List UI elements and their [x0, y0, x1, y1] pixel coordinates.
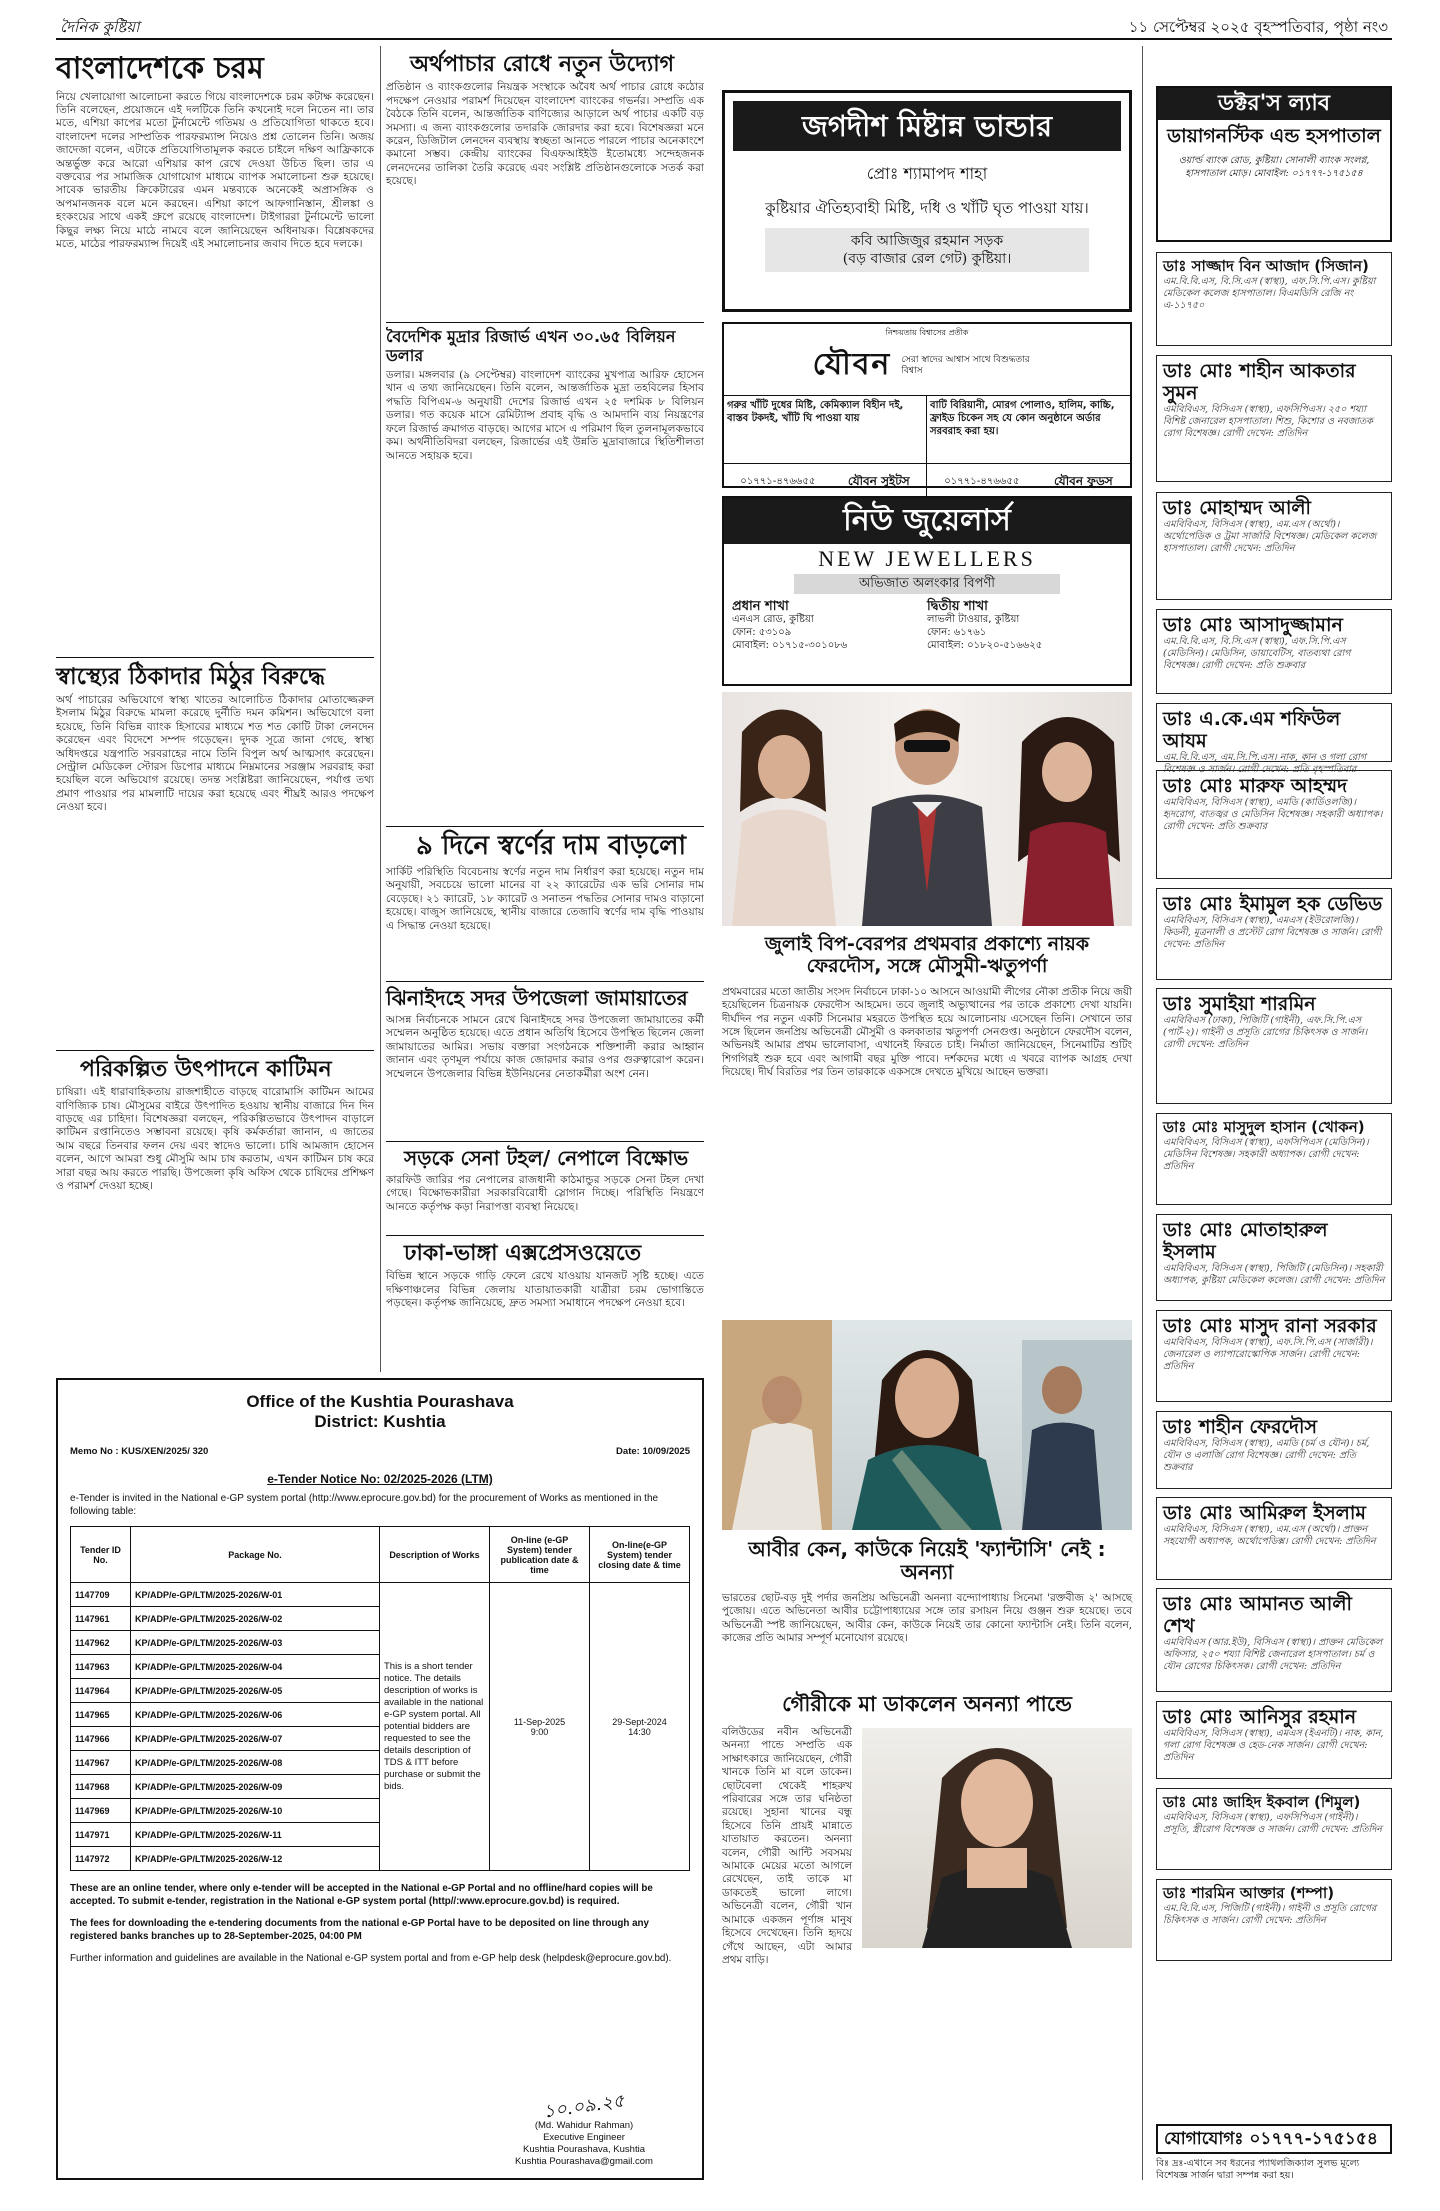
article-body: সার্কিট পরিস্থিতি বিবেচনায় স্বর্ণের নতুন দাম নির্ধারণ করা হয়েছে। নতুন দাম অনুযায়ী, সবচেয়ে ভালো মানের বা ২২ ক্যারেটের এক ভরি সোনার দাম বেড়েছে। ২১ ক্যারেট, ১৮ ক্যারেট ও সনাতন পদ্ধতির সোনার দামও বাড়ানো হয়েছে। বাজুস জানিয়েছে, স্থানীয় বাজারে তেজাবি স্বর্ণের দাম বৃদ্ধি পাওয়ায় এ সিদ্ধান্ত নেওয়া হয়েছে।	[386, 865, 704, 932]
tender-id: 1147963	[71, 1655, 131, 1679]
doctor-card	[1156, 988, 1392, 1104]
tender-publication: 11-Sep-2025 9:00	[490, 1583, 590, 1871]
th-id: Tender ID No.	[71, 1527, 131, 1583]
headline-katimon: পরিকল্পিত উৎপাদনে কাটিমন	[80, 1056, 332, 1082]
article-body: আসন্ন নির্বাচনকে সামনে রেখে ঝিনাইদহে সদর উপজেলা জামায়াতের কর্মী সম্মেলন অনুষ্ঠিত হয়েছে। এতে প্রধান অতিথি হিসেবে উপস্থিত ছিলেন জেলা জামায়াতের আমির। সভায় বক্তারা সংগঠনকে শক্তিশালী করার আহ্বান জানান এবং তৃণমূল পর্যায়ে কাজ জোরদার করার ওপর গুরুত্বারোপ করেন। সম্মেলনে উপজেলার বিভিন্ন ইউনিয়নের নেতাকর্মীরা অংশ নেন।	[386, 1013, 704, 1080]
doctor-card	[1156, 252, 1392, 346]
joubon-logo: যৌবন	[812, 347, 892, 382]
doctor-card	[1156, 1310, 1392, 1402]
branch-2-mobile: মোবাইল: ০১৮২০-৫১৬৬২৫	[927, 640, 1043, 651]
doctor-details: এমবিবিএস, বিসিএস (স্বাস্থ্য), এমডি (চর্ম ও যৌন)। চর্ম, যৌন ও এলার্জি রোগ বিশেষজ্ঞ। রোগী দেখেন: প্রতি শুক্রবার	[1163, 1437, 1370, 1473]
page-date: ১১ সেপ্টেম্বর ২০২৫ বৃহস্পতিবার, পৃষ্ঠা নং৩	[1128, 18, 1388, 36]
doctor-details: এমবিবিএস, বিসিএস (স্বাস্থ্য), এফসিপিএস (মেডিসিন)। মেডিসিন বিশেষজ্ঞ। সহকারী অধ্যাপক। রোগী দেখেন: প্রতিদিন	[1163, 1137, 1369, 1173]
ad-new-jewellers	[722, 496, 1132, 686]
doctor-name: ডাঃ শাহীন ফেরদৌস	[1163, 1415, 1318, 1438]
doctor-details: এমবিবিএস, বিসিএস (স্বাস্থ্য), এমডি (কার্ডিওলজি)। হৃদরোগ, বাতজ্বর ও মেডিসিন বিশেষজ্ঞ। সহকারী অধ্যাপক। রোগী দেখেন: প্রতি শুক্রবার	[1163, 797, 1383, 832]
sweet-proprietor: প্রোঃ শ্যামাপদ শাহা	[866, 164, 988, 183]
doctor-details: এমবিবিএস, বিসিএস (স্বাস্থ্য), এম.এস (অর্থো)। অর্থোপেডিক ও ট্রমা সার্জারি বিশেষজ্ঞ। মেডিকেল কলেজ হাসপাতাল। রোগী দেখেন: প্রতিদিন	[1163, 518, 1377, 554]
tender-date: Date: 10/09/2025	[616, 1446, 690, 1457]
branch-1-mobile: মোবাইল: ০১৭১৫-৩০১০৮৬	[732, 640, 848, 651]
column-2	[386, 46, 704, 1372]
doctor-name: ডাঃ মোঃ আমিরুল ইসলাম	[1163, 1502, 1366, 1525]
sweet-tagline: কুষ্টিয়ার ঐতিহ্যবাহী মিষ্টি, দধি ও খাঁটি ঘৃত পাওয়া যায়।	[765, 199, 1089, 217]
ad-jagadish-sweets	[722, 90, 1132, 312]
headline-jhenaidah: ঝিনাইদহে সদর উপজেলা জামায়াতের	[386, 985, 688, 1010]
branch-1-title: প্রধান শাখা	[732, 599, 789, 614]
tender-id: 1147966	[71, 1727, 131, 1751]
signatory-title: Executive Engineer	[543, 2132, 625, 2143]
headline-reserve: বৈদেশিক মুদ্রার রিজার্ভ এখন ৩০.৬৫ বিলিয়ন ডলার	[386, 327, 676, 365]
lab-title-1: ডক্টর'স ল্যাব	[1158, 88, 1390, 120]
lab-sub: ওয়ার্ল্ড ব্যাংক রোড, কুষ্টিয়া। সোনালী ব্যাংক সংলগ্ন, হাসপাতাল মোড়। মোবাইল: ০১৭৭৭-১৭৫১৫৪	[1178, 155, 1370, 179]
tender-district: District: Kushtia	[314, 1412, 446, 1431]
signatory-name: (Md. Wahidur Rahman)	[534, 2120, 634, 2131]
article-body: কারফিউ জারির পর নেপালের রাজধানী কাঠমান্ডুর সড়কে সেনা টহল দেখা গেছে। বিক্ষোভকারীরা সরকারবিরোধী স্লোগান দিচ্ছে। পরিস্থিতি নিয়ন্ত্রণে আনতে কর্তৃপক্ষ কড়া নিরাপত্তা ব্যবস্থা নিয়েছে।	[386, 1173, 704, 1213]
doctor-card	[1156, 492, 1392, 601]
doctor-card	[1156, 703, 1392, 775]
column-1	[56, 46, 374, 1372]
doctor-card	[1156, 1214, 1392, 1301]
tender-package: KP/ADP/e-GP/LTM/2025-2026/W-07	[131, 1727, 380, 1751]
doctor-details: এমবিবিএস, বিসিএস (স্বাস্থ্য), এফসিপিএস (গাইনী)। প্রসূতি, স্ত্রীরোগ বিশেষজ্ঞ ও সার্জন। রোগী দেখেন: প্রতিদিন	[1163, 1811, 1382, 1835]
headline-money-laundering: অর্থপাচার রোধে নতুন উদ্যোগ	[410, 52, 675, 77]
tender-para-1: These are an online tender, where only e-tender will be accepted in the National e-GP Portal and no offline/hard copies will be accepted. To submit e-tender, registration in the National e-GP system portal (http//:www.eprocure.gov.bd) is required.	[70, 1883, 653, 1907]
doctor-name: ডাঃ মোঃ মাসুদুল হাসান (খোকন)	[1163, 1118, 1365, 1137]
sweet-address-1: কবি আজিজুর রহমান সড়ক	[850, 233, 1004, 249]
tender-package: KP/ADP/e-GP/LTM/2025-2026/W-02	[131, 1607, 380, 1631]
th-package: Package No.	[131, 1527, 380, 1583]
doctor-details: এমবিবিএস, বিসিএস (স্বাস্থ্য), পিজিটি (মেডিসিন)। সহকারী অধ্যাপক, কুষ্টিয়া মেডিকেল কলেজ। রোগী দেখেন: প্রতিদিন	[1163, 1263, 1385, 1286]
doctor-name: ডাঃ সুমাইয়া শারমিন	[1163, 993, 1316, 1016]
contact-phone: যোগাযোগঃ ০১৭৭৭-১৭৫১৫৪	[1164, 2129, 1378, 2149]
doctor-name: ডাঃ মোঃ শাহীন আকতার সুমন	[1163, 359, 1356, 404]
tender-id: 1147971	[71, 1823, 131, 1847]
tender-notice-no: e-Tender Notice No: 02/2025-2026 (LTM)	[267, 1472, 493, 1486]
tender-package: KP/ADP/e-GP/LTM/2025-2026/W-01	[131, 1583, 380, 1607]
article-body: প্রথমবারের মতো জাতীয় সংসদ নির্বাচনে ঢাকা-১০ আসনে আওয়ামী লীগের নৌকা প্রতীক নিয়ে জয়ী হয়েছিলেন চিত্রনায়ক ফেরদৌস আহমেদ। তবে জুলাই অভ্যুত্থানের পর তাকে প্রকাশ্যে দেখা যায়নি। দীর্ঘদিন পর নতুন একটি সিনেমার মহরতে উপস্থিত হয়ে আলোচনায় এসেছেন তিনি। সেখানে তার সঙ্গে ছিলেন জনপ্রিয় অভিনেত্রী মৌসুমী ও কলকাতার ঋতুপর্ণা সেনগুপ্ত। অনুষ্ঠানে ফেরদৌস বলেন, অভিনয়ই আমার প্রথম ভালোবাসা, এখানেই ফিরতে চাই। নির্মাতা জানিয়েছেন, সিনেমাটির শুটিং শিগগিরই শুরু হবে এবং আগামী বছর মুক্তি পাবে। দর্শকদের মধ্যে এ খবরে ব্যাপক আগ্রহ দেখা দিয়েছে। দীর্ঘ বিরতির পর তিন তারকাকে একসঙ্গে দেখতে মুখিয়ে আছেন ভক্তরা।	[722, 985, 1132, 1079]
branch-1-phone: ফোন: ৫৩১০৯	[732, 627, 792, 638]
doctor-name: ডাঃ মোঃ মোতাহারুল ইসলাম	[1163, 1219, 1328, 1263]
th-publication: On-line (e-GP System) tender publication date & time	[490, 1527, 590, 1583]
doctor-card	[1156, 888, 1392, 980]
article-body: অর্থ পাচারের অভিযোগে স্বাস্থ্য খাতের আলোচিত ঠিকাদার মোতাজ্জেরুল ইসলাম মিঠুর বিরুদ্ধে মামলা করেছে দুর্নীতি দমন কমিশন। অভিযোগে বলা হয়েছে, তিনি বিভিন্ন ব্যাংক হিসাবের মাধ্যমে শত শত কোটি টাকা লেনদেন করেছেন এবং বিদেশে সম্পদ গড়েছেন। দুদক সূত্রে জানা গেছে, স্বাস্থ্য অধিদপ্তরে যন্ত্রপাতি সরবরাহের নামে তিনি বিপুল অর্থ আত্মসাৎ করেছেন। সেন্ট্রাল মেডিকেল স্টোরস ডিপোর মাধ্যমে নিম্নমানের সরঞ্জাম সরবরাহ করা হয়েছিল বলে অভিযোগ রয়েছে। তদন্ত সংশ্লিষ্টরা জানিয়েছেন, পর্যাপ্ত তথ্য প্রমাণ পাওয়ার পর মামলাটি দায়ের করা হয়েছে এবং শীঘ্রই আরও পদক্ষেপ নেওয়া হবে।	[56, 693, 374, 814]
headline-bangladesh: বাংলাদেশকে চরম	[56, 51, 264, 86]
joubon-left-text: গরুর খাঁটি দুধের মিষ্টি, কেমিক্যাল বিহীন দই, বাস্তব টকদই, খাঁটি ঘি পাওয়া যায়	[724, 396, 927, 463]
doctor-name: ডাঃ মোঃ মাসুদ রানা সরকার	[1163, 1315, 1377, 1337]
tender-id: 1147965	[71, 1703, 131, 1727]
tender-office: Office of the Kushtia Pourashava	[246, 1392, 514, 1411]
doctor-details: এমবিবিএস, বিসিএস (স্বাস্থ্য), এমএস (ইএনটি)। নাক, কান, গলা রোগ বিশেষজ্ঞ ও হেড-নেক সার্জন। রোগী দেখেন: প্রতিদিন	[1163, 1728, 1384, 1764]
article-body: বিভিন্ন স্থানে সড়কে গাড়ি ফেলে রেখে যাওয়ায় যানজট সৃষ্টি হচ্ছে। এতে দক্ষিণাঞ্চলের বিভিন্ন জেলায় যাতায়াতকারী যাত্রীরা চরম ভোগান্তিতে পড়ছেন। কর্তৃপক্ষ জানিয়েছে, দ্রুত সমস্যা সমাধানে পদক্ষেপ নেওয়া হবে।	[386, 1270, 704, 1310]
jewellers-tag: অভিজাত অলংকার বিপণী	[794, 574, 1060, 594]
tender-id: 1147962	[71, 1631, 131, 1655]
lab-title-2: ডায়াগনস্টিক এন্ড হসপাতাল	[1167, 125, 1381, 147]
th-description: Description of Works	[380, 1527, 490, 1583]
article-body: ডলার। মঙ্গলবার (৯ সেপ্টেম্বর) বাংলাদেশ ব্যাংকের মুখপাত্র আরিফ হোসেন খান এ তথ্য জানিয়েছেন। তিনি বলেন, আন্তর্জাতিক মুদ্রা তহবিলের হিসাব পদ্ধতি বিপিএম-৬ অনুযায়ী দেশের রিজার্ভ এখন ২৫ দশমিক ৮ বিলিয়ন ডলার। গত কয়েক মাসে রেমিট্যান্স প্রবাহ বৃদ্ধি ও আমদানি ব্যয় নিয়ন্ত্রণের ফলে রিজার্ভ ক্রমাগত বাড়ছে। আগের মাসে এ পরিমাণ ছিল তুলনামূলকভাবে কম। অর্থনীতিবিদরা বলছেন, রিজার্ভের এই উন্নতি মুদ্রাবাজারে স্থিতিশীলতা আনতে সহায়ক হবে।	[386, 369, 704, 462]
tender-id: 1147709	[71, 1583, 131, 1607]
signature-mark: ১০.০৯.২৫	[542, 2090, 626, 2123]
tender-package: KP/ADP/e-GP/LTM/2025-2026/W-10	[131, 1799, 380, 1823]
joubon-brand-1: যৌবন সুইটস	[847, 473, 910, 488]
branch-2-title: দ্বিতীয় শাখা	[927, 599, 988, 614]
doctor-details: এম.বি.বি.এস, বি.সি.এস (স্বাস্থ্য), এফ.সি.পি.এস। কুষ্টিয়া মেডিকেল কলেজ হাসপাতাল। বিএমডিসি রেজি নং এ-১১৭৫০	[1163, 275, 1376, 311]
article-body: নিয়ে খেলায়োগা আলোচনা করতে গিয়ে বাংলাদেশকে চরম কটাক্ষ করেছেন। তিনি বলেছেন, প্রয়োজনে এই দলটিকে তিনি কখনোই দলে নিতেন না। তার মতে, এশিয়া কাপের মতো টুর্নামেন্টে গতিময় ও প্রতিযোগিতা থাকতে হবে। বাংলাদেশ দলের সাম্প্রতিক পারফরম্যান্স নিয়েও প্রশ্ন তোলেন তিনি। অজয় জাদেজা বলেন, এটাকে প্রতিযোগিতামূলক করতে চাইলে দক্ষিণ আফ্রিকাকে অন্তর্ভুক্ত করে আরো এশিয়ার কাপ রেখে দেওয়া উচিত ছিল। তার এ বক্তব্যের পর সামাজিক যোগাযোগ মাধ্যমে ব্যাপক সমালোচনা শুরু হয়েছে। সাবেক ভারতীয় ক্রিকেটারের এমন মন্তব্যকে অনেকেই অপ্রাসঙ্গিক ও অপমানজনক বলে মনে করছেন। এশিয়া কাপে আফগানিস্তান, শ্রীলঙ্কা ও হংকংয়ের সাথে একই গ্রুপে রয়েছে বাংলাদেশ। টাইগাররা টুর্নামেন্টে ভালো কিছুর লক্ষ্য নিয়ে মাঠে নামবে বলে জানিয়েছেন অধিনায়ক। বিশ্লেষকদের মতে, মাঠের পারফরম্যান্স দিয়েই এই সমালোচনার জবাব দিতে হবে দলকে।	[56, 90, 374, 250]
doctor-card	[1156, 1411, 1392, 1489]
tender-intro: e-Tender is invited in the National e-GP system portal (http://www.eprocure.gov.bd) for the procurement of Works as mentioned in the following table:	[70, 1493, 659, 1517]
joubon-right-text: বাটি বিরিয়ানী, মোরগ পোলাও, হালিম, কাচ্চি, ফ্রাইড চিকেন সহ যে কোন অনুষ্ঠানে অর্ডার সরবরাহ করা হয়।	[930, 400, 1115, 437]
article-body-bottom	[722, 2072, 1132, 2172]
joubon-top: নিশ্চয়তায় বিশ্বাসের প্রতীক	[885, 328, 969, 337]
tender-id: 1147969	[71, 1799, 131, 1823]
tender-notice	[56, 1378, 704, 2180]
signatory-org: Kushtia Pourashava, Kushtia	[523, 2144, 645, 2155]
doctor-card	[1156, 355, 1392, 482]
tender-signature	[484, 2090, 684, 2168]
tender-id: 1147967	[71, 1751, 131, 1775]
joubon-tagline: সেরা স্বাদের আশ্বাস সাথে বিশুদ্ধতার বিশ্বাস	[901, 354, 1030, 376]
article-body: ভারতের ছোট-বড় দুই পর্দার জনপ্রিয় অভিনেত্রী অনন্যা বন্দ্যোপাধ্যায় সিনেমা 'রক্তবীজ ২' আসছে পুজোয়। এতে অভিনেতা আবীর চট্টোপাধ্যায়ের সঙ্গে তার রসায়ন নিয়ে গুঞ্জন শুরু হয়েছে। তবে অভিনেত্রী স্পষ্ট জানিয়েছেন, আবীর কেন, কাউকে নিয়েই তার কোনো ফ্যান্টাসি নেই। তিনি বলেন, কাজের প্রতি আমার সম্পূর্ণ মনোযোগ রয়েছে।	[722, 1592, 1132, 1645]
doctor-details: এমবিবিএস, বিসিএস (স্বাস্থ্য), এফসিপিএস। ২৫০ শয্যা বিশিষ্ট জেনারেল হাসপাতাল। শিশু, কিশোর ও নবজাতক রোগ বিশেষজ্ঞ। রোগী দেখেন: প্রতিদিন	[1163, 403, 1373, 439]
doctor-name: ডাঃ সাজ্জাদ বিন আজাদ (সিজান)	[1163, 256, 1369, 275]
doctor-name: ডাঃ শারমিন আক্তার (শম্পা)	[1163, 1883, 1335, 1902]
sweet-address-2: (বড় বাজার রেল গেট) কুষ্টিয়া।	[842, 251, 1012, 267]
joubon-phone-2: ০১৭৭১-৪৭৬৬৫৫	[944, 476, 1020, 487]
tender-closing: 29-Sept-2024 14:30	[590, 1583, 690, 1871]
joubon-brand-2: যৌবন ফুডস	[1053, 473, 1113, 488]
doctor-card	[1156, 770, 1392, 879]
footer-note: বিঃ দ্রঃ-এখানে সব ধরনের প্যাথলজিক্যাল সুলভ মূল্যে বিশেষজ্ঞ সার্জন দ্বারা সম্পন্ন করা হয়।	[1156, 2158, 1360, 2181]
tender-id: 1147961	[71, 1607, 131, 1631]
article-body: বলিউডের নবীন অভিনেত্রী অনন্যা পান্ডে সম্প্রতি এক সাক্ষাৎকারে জানিয়েছেন, গৌরী খানকে তিনি মা বলে ডাকেন। ছোটবেলা থেকেই শাহরুখ পরিবারের সঙ্গে তার ঘনিষ্ঠতা রয়েছে। সুহানা খানের বন্ধু হিসেবে তিনি প্রায়ই মান্নাতে যাতায়াত করতেন। অনন্যা বলেন, গৌরী আন্টি সবসময় আমাকে মেয়ের মতো আগলে রেখেছেন, তাই তাকে মা ডাকতেই ভালো লাগে। অভিনেত্রী বলেন, গৌরী খান আমাকে একজন পূর্ণাঙ্গ মানুষ হিসেবে দেখেছেন। তিনি হৃদয়ে গেঁথে আছেন, এটা আমার প্রথম বাড়ি।	[722, 1726, 852, 1966]
article-body: প্রতিষ্ঠান ও ব্যাংকগুলোর নিয়ন্ত্রক সংস্থাকে অবৈধ অর্থ পাচার রোধে কঠোর পদক্ষেপ নেওয়ার পরামর্শ দিয়েছেন বাংলাদেশ ব্যাংকের গভর্নর। সম্প্রতি এক বৈঠকে তিনি বলেন, আন্তর্জাতিক বাণিজ্যের আড়ালে অর্থ পাচার একটি বড় সমস্যা। এ জন্য ব্যাংকগুলোর তদারকি জোরদার করা হবে। বিশেষজ্ঞরা মনে করেন, ডিজিটাল লেনদেন ব্যবস্থায় স্বচ্ছতা আনতে পারলে পাচার অনেকাংশে কমানো সম্ভব। কেন্দ্রীয় ব্যাংকের বিএফআইইউ ইতোমধ্যে সন্দেহজনক লেনদেনের তালিকা তৈরি করেছে এবং সংশ্লিষ্ট প্রতিষ্ঠানগুলোকে সতর্ক করা হয়েছে।	[386, 81, 704, 188]
tender-description: This is a short tender notice. The details description of works is available in the national e-GP system portal. All potential bidders are requested to see the details description of TDS & ITT before purchase or submit the bids.	[380, 1583, 490, 1871]
photo-ferdous-actresses	[722, 692, 1132, 926]
doctor-details: এম.বি.বি.এস, পিজিটি (গাইনী)। গাইনী ও প্রসূতি রোগের চিকিৎসক ও সার্জন। রোগী দেখেন: প্রতিদিন	[1163, 1902, 1377, 1926]
tender-para-2: The fees for downloading the e-tendering documents from the national e-GP Portal have to be deposited on line through any registered banks branches up to 28-September-2025, 04:00 PM	[70, 1918, 649, 1942]
doctor-details: এমবিবিএস, বিসিএস (স্বাস্থ্য), এফ.সি.পি.এস (সার্জারী)। জেনারেল ও ল্যাপারোস্কোপিক সার্জন। রোগী দেখেন: প্রতিদিন	[1163, 1337, 1373, 1372]
ad-joubon	[722, 322, 1132, 488]
doctor-name: ডাঃ মোঃ আসাদুজ্জামান	[1163, 614, 1343, 637]
entertainment-col-2	[722, 1534, 1132, 1684]
doctor-details: এমবিবিএস (ঢাকা), পিজিটি (গাইনী), এফ.সি.পি.এস (পার্ট-২)। গাইনী ও প্রসূতি রোগের চিকিৎসক ও সার্জন। রোগী দেখেন: প্রতিদিন	[1163, 1015, 1368, 1051]
tender-package: KP/ADP/e-GP/LTM/2025-2026/W-06	[131, 1703, 380, 1727]
tender-table	[70, 1526, 690, 1871]
doctors-lab-header	[1156, 86, 1392, 242]
headline-gold-price: ৯ দিনে স্বর্ণের দাম বাড়লো	[416, 831, 687, 862]
doctor-details: এমবিবিএস, বিসিএস (স্বাস্থ্য), এমএস (ইউরোলজি)। কিডনী, মূত্রনালী ও প্রস্টেট রোগ বিশেষজ্ঞ ও সার্জন। রোগী দেখেন: প্রতিদিন	[1163, 914, 1382, 950]
tender-package: KP/ADP/e-GP/LTM/2025-2026/W-04	[131, 1655, 380, 1679]
headline-ananya-fantasy: আবীর কেন, কাউকে নিয়েই 'ফ্যান্টাসি' নেই : অনন্যা	[748, 1537, 1106, 1584]
photo-ananya	[722, 1320, 1132, 1530]
doctor-name: ডাঃ মোঃ ইমামুল হক ডেভিড	[1163, 892, 1383, 915]
doctor-name: ডাঃ মোঃ আনিসুর রহমান	[1163, 1706, 1357, 1729]
doctor-details: এম.বি.বি.এস, এম.সি.পি.এস। নাক, কান ও গলা রোগ বিশেষজ্ঞ ও সার্জন। রোগী দেখেন: প্রতি বৃহস্পতিবার	[1163, 751, 1367, 775]
headline-ananya-panday: গৌরীকে মা ডাকলেন অনন্যা পান্ডে	[782, 1692, 1072, 1716]
doctor-card	[1156, 1788, 1392, 1871]
doctor-name: ডাঃ এ.কে.এম শফিউল আযম	[1163, 707, 1341, 752]
headline-ferdous: জুলাই বিপ-বেরপর প্রথমবার প্রকাশ্যে নায়ক ফেরদৌস, সঙ্গে মৌসুমী-ঋতুপর্ণা	[764, 933, 1090, 977]
doctor-name: ডাঃ মোঃ জাহিদ ইকবাল (শিমুল)	[1163, 1792, 1361, 1811]
headline-nepal: সড়কে সেনা টহল/ নেপালে বিক্ষোভ	[404, 1145, 689, 1170]
doctor-details: এম.বি.বি.এস, বি.সি.এস (স্বাস্থ্য), এফ.সি.পি.এস (মেডিসিন)। মেডিসিন, ডায়াবেটিস, বাতব্যথা রোগ বিশেষজ্ঞ। রোগী দেখেন: প্রতি শুক্রবার	[1163, 636, 1351, 672]
doctor-details: এমবিবিএস (আর.ইউ), বিসিএস (স্বাস্থ্য)। প্রাক্তন মেডিকেল অফিসার, ২৫০ শয্যা বিশিষ্ট জেনারেল হাসপাতাল। চর্ম ও যৌন রোগের চিকিৎসক। রোগী দেখেন: প্রতিদিন	[1163, 1637, 1383, 1673]
headline-health-contractor: স্বাস্থ্যের ঠিকাদার মিঠুর বিরুদ্ধে	[56, 663, 325, 690]
tender-package: KP/ADP/e-GP/LTM/2025-2026/W-11	[131, 1823, 380, 1847]
doctor-name: ডাঃ মোহাম্মদ আলী	[1163, 496, 1311, 519]
tender-package: KP/ADP/e-GP/LTM/2025-2026/W-05	[131, 1679, 380, 1703]
doctor-card	[1156, 1497, 1392, 1580]
contact-bar	[1156, 2124, 1392, 2154]
tender-para-3: Further information and guidelines are available in the National e-GP system portal and from e-GP help desk (helpdesk@eprocure.gov.bd).	[70, 1953, 672, 1964]
tender-id: 1147964	[71, 1679, 131, 1703]
doctor-card	[1156, 1879, 1392, 1962]
signatory-email: Kushtia Pourashava@gmail.com	[515, 2156, 653, 2167]
tender-memo: Memo No : KUS/XEN/2025/ 320	[70, 1446, 209, 1457]
tender-id: 1147972	[71, 1847, 131, 1871]
tender-package: KP/ADP/e-GP/LTM/2025-2026/W-08	[131, 1751, 380, 1775]
th-closing: On-line(e-GP System) tender closing date & time	[590, 1527, 690, 1583]
tender-package: KP/ADP/e-GP/LTM/2025-2026/W-12	[131, 1847, 380, 1871]
doctor-name: ডাঃ মোঃ আমানত আলী শেখ	[1163, 1593, 1352, 1638]
branch-1-address: এনএস রোড, কুষ্টিয়া	[732, 614, 814, 625]
joubon-phone-1: ০১৭৭১-৪৭৬৬৫৫	[740, 476, 816, 487]
doctor-card	[1156, 609, 1392, 694]
tender-id: 1147968	[71, 1775, 131, 1799]
doctor-card	[1156, 1701, 1392, 1779]
photo-ananya-panday	[862, 1728, 1132, 1948]
headline-expressway: ঢাকা-ভাঙ্গা এক্সপ্রেসওয়েতে	[404, 1240, 642, 1266]
table-row	[71, 1583, 690, 1607]
branch-2-phone: ফোন: ৬১৭৬১	[927, 627, 987, 638]
article-body: চাষিরা। এই ধারাবাহিকতায় রাজশাহীতে বাড়ছে বারোমাসি কাটিমন আমের বাণিজ্যিক চাষ। মৌসুমের বাইরে উৎপাদিত হওয়ায় স্থানীয় বাজারে দিন দিন বাড়ছে এর চাহিদা। বিশেষজ্ঞরা বলছেন, পরিকল্পিতভাবে উৎপাদন বাড়ালে কাটিমন রপ্তানিতেও সম্ভাবনা রয়েছে। কৃষি কর্মকর্তারা জানান, এ জাতের আম বছরে তিনবার ফলন দেয় এবং স্বাদেও ভালো। চাষি আমজাদ হোসেন বলেন, আগে আমরা শুধু মৌসুমি আম চাষ করতাম, এখন কাটিমন চাষ করে সারা বছর আয় করতে পারছি। উপজেলা কৃষি অফিস থেকে চাষিদের প্রশিক্ষণ ও পরামর্শ দেওয়া হচ্ছে।	[56, 1086, 374, 1193]
page-header	[56, 10, 1392, 40]
jewellers-en: NEW JEWELLERS	[818, 546, 1036, 571]
doctor-details: এমবিবিএস, বিসিএস (স্বাস্থ্য), এম.এস (অর্থো)। প্রাক্তন সহযোগী অধ্যাপক, অর্থোপেডিক্স। রোগী দেখেন: প্রতিদিন	[1163, 1524, 1376, 1548]
sweet-title: জগদীশ মিষ্টান্ন ভান্ডার	[733, 101, 1121, 151]
doctor-card	[1156, 1588, 1392, 1692]
newspaper-name: দৈনিক কুষ্টিয়া	[60, 18, 140, 36]
branch-2-address: লাভলী টাওয়ার, কুষ্টিয়া	[927, 614, 1020, 625]
jewellers-bn: নিউ জুয়েলার্স	[724, 498, 1130, 544]
doctor-card	[1156, 1113, 1392, 1205]
tender-package: KP/ADP/e-GP/LTM/2025-2026/W-09	[131, 1775, 380, 1799]
entertainment-col	[722, 930, 1132, 1350]
doctor-name: ডাঃ মোঃ মারুফ আহম্মদ	[1163, 775, 1348, 797]
tender-package: KP/ADP/e-GP/LTM/2025-2026/W-03	[131, 1631, 380, 1655]
